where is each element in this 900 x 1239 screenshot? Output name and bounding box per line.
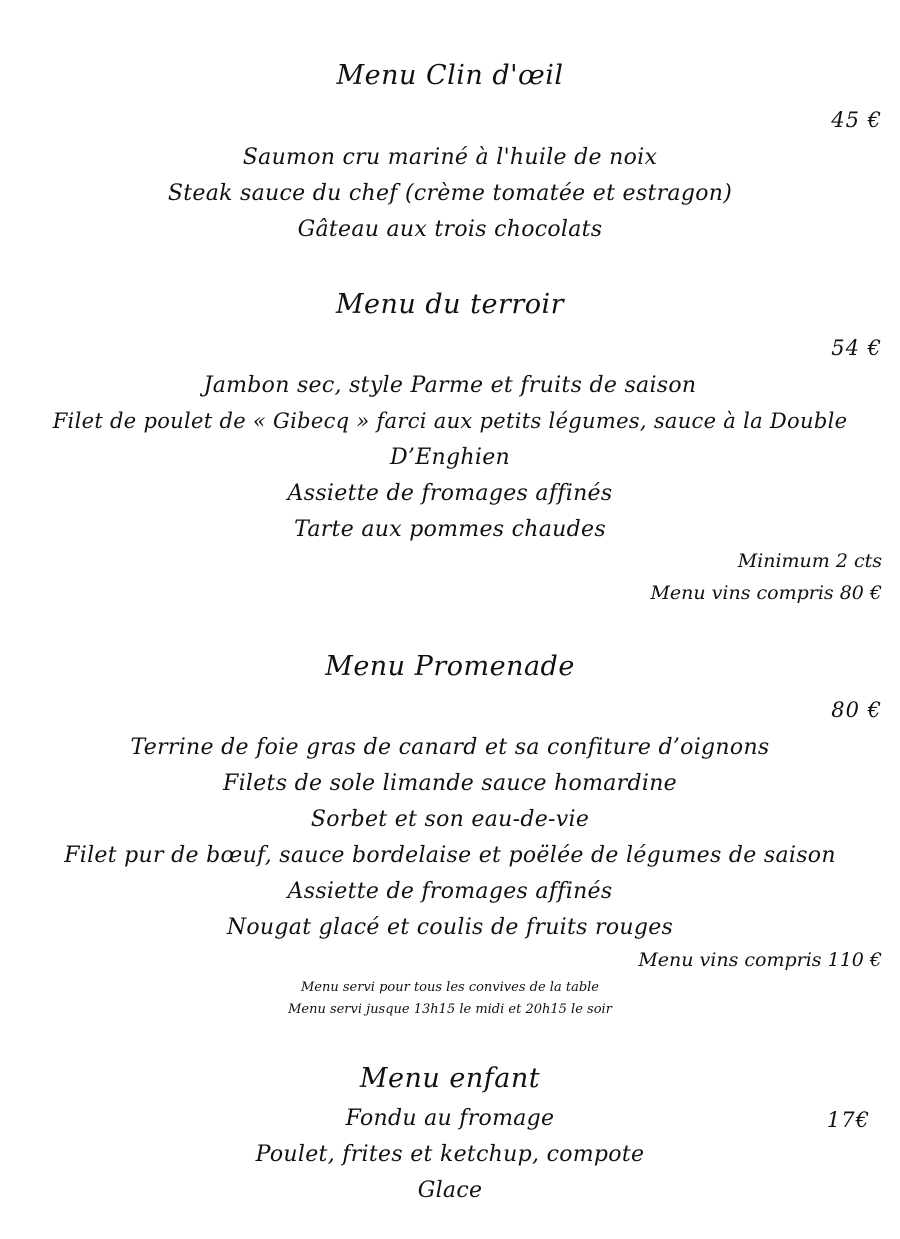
- dish-item: Tarte aux pommes chaudes: [294, 517, 606, 542]
- dish-item: Filet de poulet de « Gibecq » farci aux petits légumes, sauce à la Double: [52, 409, 848, 433]
- dish-item: Poulet, frites et ketchup, compote: [255, 1142, 645, 1167]
- menu-note: Minimum 2 cts: [737, 550, 882, 572]
- dish-item: Filet pur de bœuf, sauce bordelaise et poëlée de légumes de saison: [64, 843, 836, 868]
- menu-note: Menu vins compris 110 €: [638, 949, 882, 971]
- menu-title: Menu Clin d'œil: [336, 60, 564, 91]
- menu-note: Menu vins compris 80 €: [650, 582, 882, 604]
- dish-item: Assiette de fromages affinés: [287, 879, 613, 904]
- menu-price: 17€: [826, 1108, 870, 1132]
- dish-item: Filets de sole limande sauce homardine: [223, 771, 677, 796]
- menu-title: Menu Promenade: [325, 651, 575, 682]
- menu-title: Menu enfant: [359, 1063, 541, 1094]
- dish-item: Fondu au fromage: [345, 1106, 555, 1131]
- menu-price: 54 €: [831, 336, 882, 360]
- service-note: Menu servi jusque 13h15 le midi et 20h15 le soir: [288, 1002, 612, 1017]
- menu-price: 80 €: [831, 698, 882, 722]
- dish-item: Steak sauce du chef (crème tomatée et estragon): [167, 181, 733, 206]
- dish-item: Saumon cru mariné à l'huile de noix: [242, 145, 658, 170]
- dish-item: Jambon sec, style Parme et fruits de saison: [203, 373, 697, 398]
- dish-item: Sorbet et son eau-de-vie: [310, 807, 590, 832]
- dish-item: Nougat glacé et coulis de fruits rouges: [226, 915, 674, 940]
- dish-item: Gâteau aux trois chocolats: [297, 217, 603, 242]
- menu-price: 45 €: [831, 108, 882, 132]
- dish-item: Glace: [417, 1178, 483, 1203]
- dish-item: D’Enghien: [389, 445, 511, 470]
- dish-item: Terrine de foie gras de canard et sa confiture d’oignons: [130, 735, 770, 760]
- dish-item: Assiette de fromages affinés: [287, 481, 613, 506]
- service-note: Menu servi pour tous les convives de la table: [300, 980, 599, 995]
- menu-title: Menu du terroir: [335, 289, 565, 320]
